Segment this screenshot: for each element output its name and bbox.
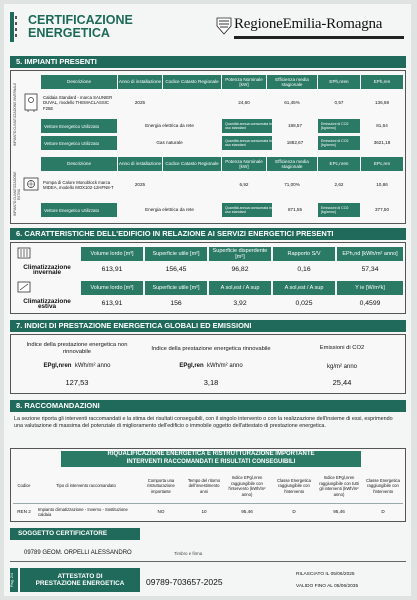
page-number: Pag. 2/4 [10,572,14,588]
certificate-code: 09789-703657-2025 [146,577,223,587]
winter-header-desc: Descrizione [41,75,117,89]
summer-header-year: Anno di installazione [118,157,162,171]
winter-char-v2: 156,45 [165,266,187,274]
rec-row-code: REN 2 [17,509,31,515]
page-number-bar [10,568,18,592]
winter-header-power: Potenza Nominale [kW] [222,75,266,89]
winter-char-h2: Superficie utile [m²] [145,247,207,261]
summer-vector-co2-label: Emissioni di CO2 [kg/anno] [318,203,360,217]
title-line-2: ENERGETICA [28,26,110,40]
rec-row-years: 10 [201,509,207,515]
winter-code [163,91,221,115]
footer-label [20,568,140,592]
rec-row-ep2: 95,46 [333,509,345,515]
winter-header-year: Anno di installazione [118,75,162,89]
winter-vector-1-label: Vettore Energetico Utilizzato [41,119,117,133]
winter-vector-2-name: Gas naturale [156,140,183,146]
summer-header-epnren: EPc,nren [318,157,360,171]
issued-date: RILASCIATO IL 05/06/2025 [296,572,355,577]
side-label-summer: IMPIANTO CLIMATIZZAZIONE ESTIVA [13,171,21,217]
certificate-page [4,4,411,596]
region-name: RegioneEmilia-Romagna [234,16,383,32]
section-7-title: 7. INDICI DI PRESTAZIONE ENERGETICA GLOBALI ED EMISSIONI [10,320,406,332]
global-ren-value: 3,18 [203,378,219,388]
section-7-box [10,334,406,394]
winter-vector-1-qty: 188,57 [287,123,303,129]
winter-char-h1: Volume lordo [m³] [81,247,143,261]
summer-vector-name: Energia elettrica da rete [145,207,194,213]
winter-char-v3: 96,82 [231,266,249,274]
recommendations-table [10,448,406,522]
winter-vector-1-name: Energia elettrica da rete [145,123,194,129]
rec-header-ep1: Indice EPgl,nren raggiungibile con l'intervento (kWh/m² anno) [228,475,266,497]
winter-ep-ren: 136,68 [374,100,390,106]
region-brand [216,14,406,42]
rec-divider [13,503,403,504]
winter-power: 24,60 [238,100,250,106]
sun-cooling-icon [17,281,31,293]
global-nren-symbol: EPgl,nren [43,363,72,369]
global-nren-unit: kWh/m² anno [74,363,111,369]
co2-value: 25,44 [332,378,352,388]
winter-header-epren: EPh,ren [361,75,403,89]
rec-row-cls2: D [381,509,385,515]
winter-header-code: Codice Catasto Regionale [163,75,221,89]
summer-eff: 71,00% [284,182,300,188]
region-logo-icon [10,12,22,42]
winter-ep-nren: 0,57 [334,100,344,106]
certifier-row [10,544,406,562]
global-nren-symbol-row [17,363,137,373]
section-8-title: 8. RACCOMANDAZIONI [10,400,406,412]
summer-vector-label: Vettore Energetico Utilizzato [41,203,117,217]
recommendations-title-1: RIQUALIFICAZIONE ENERGETICA E RISTRUTTURAZIONE IMPORTANTE [61,451,361,459]
global-nren-title: Indice della prestazione energetica non rinnovabile [26,342,128,355]
summer-code [163,173,221,197]
certifier-sign-label: Timbro e firma [174,551,203,556]
summer-char-h4: A sol,est / A sup [273,281,335,295]
summer-header-power: Potenza Nominale [kW] [222,157,266,171]
winter-vector-1-qty-label: Quantità annua consumata in uso standard [222,119,272,133]
global-nren-value: 127,53 [65,378,89,388]
footer-label-line-1: ATTESTATO DI [57,572,103,580]
recommendations-text: La sezione riporta gli interventi raccomandati e la stima dei risultati conseguibili, con il singolo intervento o con la realizzazione dell'insieme di essi, esprimendo una valutazione di massima del potenziale di miglioramento dell'edificio o immobile oggetto dell'attestato di prestazione energetica. [14,416,393,429]
winter-vector-1-co2-label: Emissioni di CO2 [kg/anno] [318,119,360,133]
summer-header-epren: EPc,ren [361,157,403,171]
summer-ep-nren: 2,62 [334,182,344,188]
summer-char-v3: 3,92 [233,300,247,308]
winter-header-eff: Efficienza media stagionale [267,75,317,89]
winter-header-epnren: EPh,nren [318,75,360,89]
global-ren-symbol-row [151,363,271,373]
section-6-box [10,242,406,314]
valid-date: VALIDO FINO AL 05/06/2035 [296,584,359,589]
summer-char-h5: Y ie [W/m²k] [337,281,403,295]
region-flag-icon [216,16,232,36]
winter-vector-2-co2: 3621,18 [373,140,391,146]
side-label-winter: IMPIANTO CLIMATIZZAZIONE INVERNALE [13,82,17,146]
document-title [28,14,133,40]
summer-header-code: Codice Catasto Regionale [163,157,221,171]
rec-row-ep1: 95,46 [241,509,253,515]
summer-char-h3: A sol,est / A sup [209,281,271,295]
summer-char-h1: Volume lordo [m³] [81,281,143,295]
winter-char-h4: Rapporto S/V [273,247,335,261]
summer-char-h2: Superficie utile [m²] [145,281,207,295]
summer-vector-co2: 377,50 [374,207,390,213]
winter-vector-2-co2-label: Emissioni di CO2 [kg/anno] [318,136,360,150]
rec-row-type: Impianto climatizzazione - Inverno - Sostituzione caldaia [38,506,128,517]
summer-char-v1: 613,91 [101,300,123,308]
summer-desc: Pompa di Calore Monoblock marca MIDEA, modello MOX102-12HFN8-T [43,179,114,190]
rec-header-ep2: Indice EPgl,nren raggiungibile con tutti gli interventi (kWh/m² anno) [319,475,359,497]
winter-vector-1-co2: 81,64 [376,123,388,129]
certifier-title: SOGGETTO CERTIFICATORE [10,528,140,540]
winter-char-v5: 57,34 [361,266,379,274]
winter-vector-2-qty: 1882,67 [286,140,304,146]
section-5-title: 5. IMPIANTI PRESENTI [10,56,406,68]
summer-header-eff: Efficienza media stagionale [267,157,317,171]
certifier-name: 09789 GEOM. ORPELLI ALESSANDRO [24,550,132,556]
winter-year: 2025 [134,100,146,106]
rec-header-cls1: Classe Energetica raggiungibile con l'intervento [277,477,311,494]
section-6-title: 6. CARATTERISTICHE DELL'EDIFICIO IN RELAZIONE AI SERVIZI ENERGETICI PRESENTI [10,228,406,240]
winter-char-v1: 613,91 [101,266,123,274]
rec-header-type: Tipo di intervento raccomandato [56,483,116,489]
winter-char-h3: Superficie disperdente [m²] [209,247,271,261]
summer-header-desc: Descrizione [41,157,117,171]
rec-header-cls2: Classe Energetica raggiungibile con l'intervento [366,477,400,494]
global-ren-symbol: EPgl,ren [179,363,204,369]
section-5-box [10,70,406,224]
summer-power: 6,92 [239,182,249,188]
summer-char-v5: 0,4599 [359,300,381,308]
title-line-1: CERTIFICAZIONE [28,13,133,27]
rec-row-cls1: D [292,509,296,515]
winter-eff: 61,45% [284,100,300,106]
winter-char-label: Climatizzazione invernale [23,263,71,276]
summer-vector-qty: 871,55 [287,207,303,213]
global-ren-unit: kWh/m² anno [207,363,243,369]
winter-char-v4: 0,16 [297,266,311,274]
rec-header-ristr: Comporta una ristrutturazione importante [147,477,175,494]
winter-vector-2-qty-label: Quantità annua consumata in uso standard [222,136,272,150]
heat-pump-icon [23,175,39,195]
co2-title: Emissioni di CO2 [319,345,365,352]
summer-year: 2025 [134,182,146,188]
co2-unit: kg/m² anno [326,364,357,371]
boiler-icon [23,93,39,113]
rec-header-years: Tempo del ritorno dell'investimento anni [187,477,221,494]
summer-char-v4: 0,025 [295,300,313,308]
summer-ep-ren: 10,86 [376,182,388,188]
winter-char-h5: EPh,nd [kWh/m² anno] [337,247,403,261]
footer-label-line-2: PRESTAZIONE ENERGETICA [35,580,125,587]
recommendations-title-2: INTERVENTI RACCOMANDATI E RISULTATI CONSEGUIBILI [61,459,361,467]
summer-vector-qty-label: Quantità annua consumata in uso standard [222,203,272,217]
winter-desc: Caldaia Standard - marca SAUNIER DUVAL, modello THEMACLASSIC F25E [43,95,113,111]
region-underline [234,36,404,39]
radiator-icon [17,247,31,259]
rec-header-code: Codice [17,483,31,489]
summer-char-label: Climatizzazione estiva [23,297,71,310]
global-ren-title: Indice della prestazione energetica rinnovabile [151,345,271,352]
summer-char-v2: 156 [170,300,182,308]
rec-row-ristr: NO [157,509,165,515]
winter-vector-2-label: Vettore Energetico Utilizzato [41,136,117,150]
